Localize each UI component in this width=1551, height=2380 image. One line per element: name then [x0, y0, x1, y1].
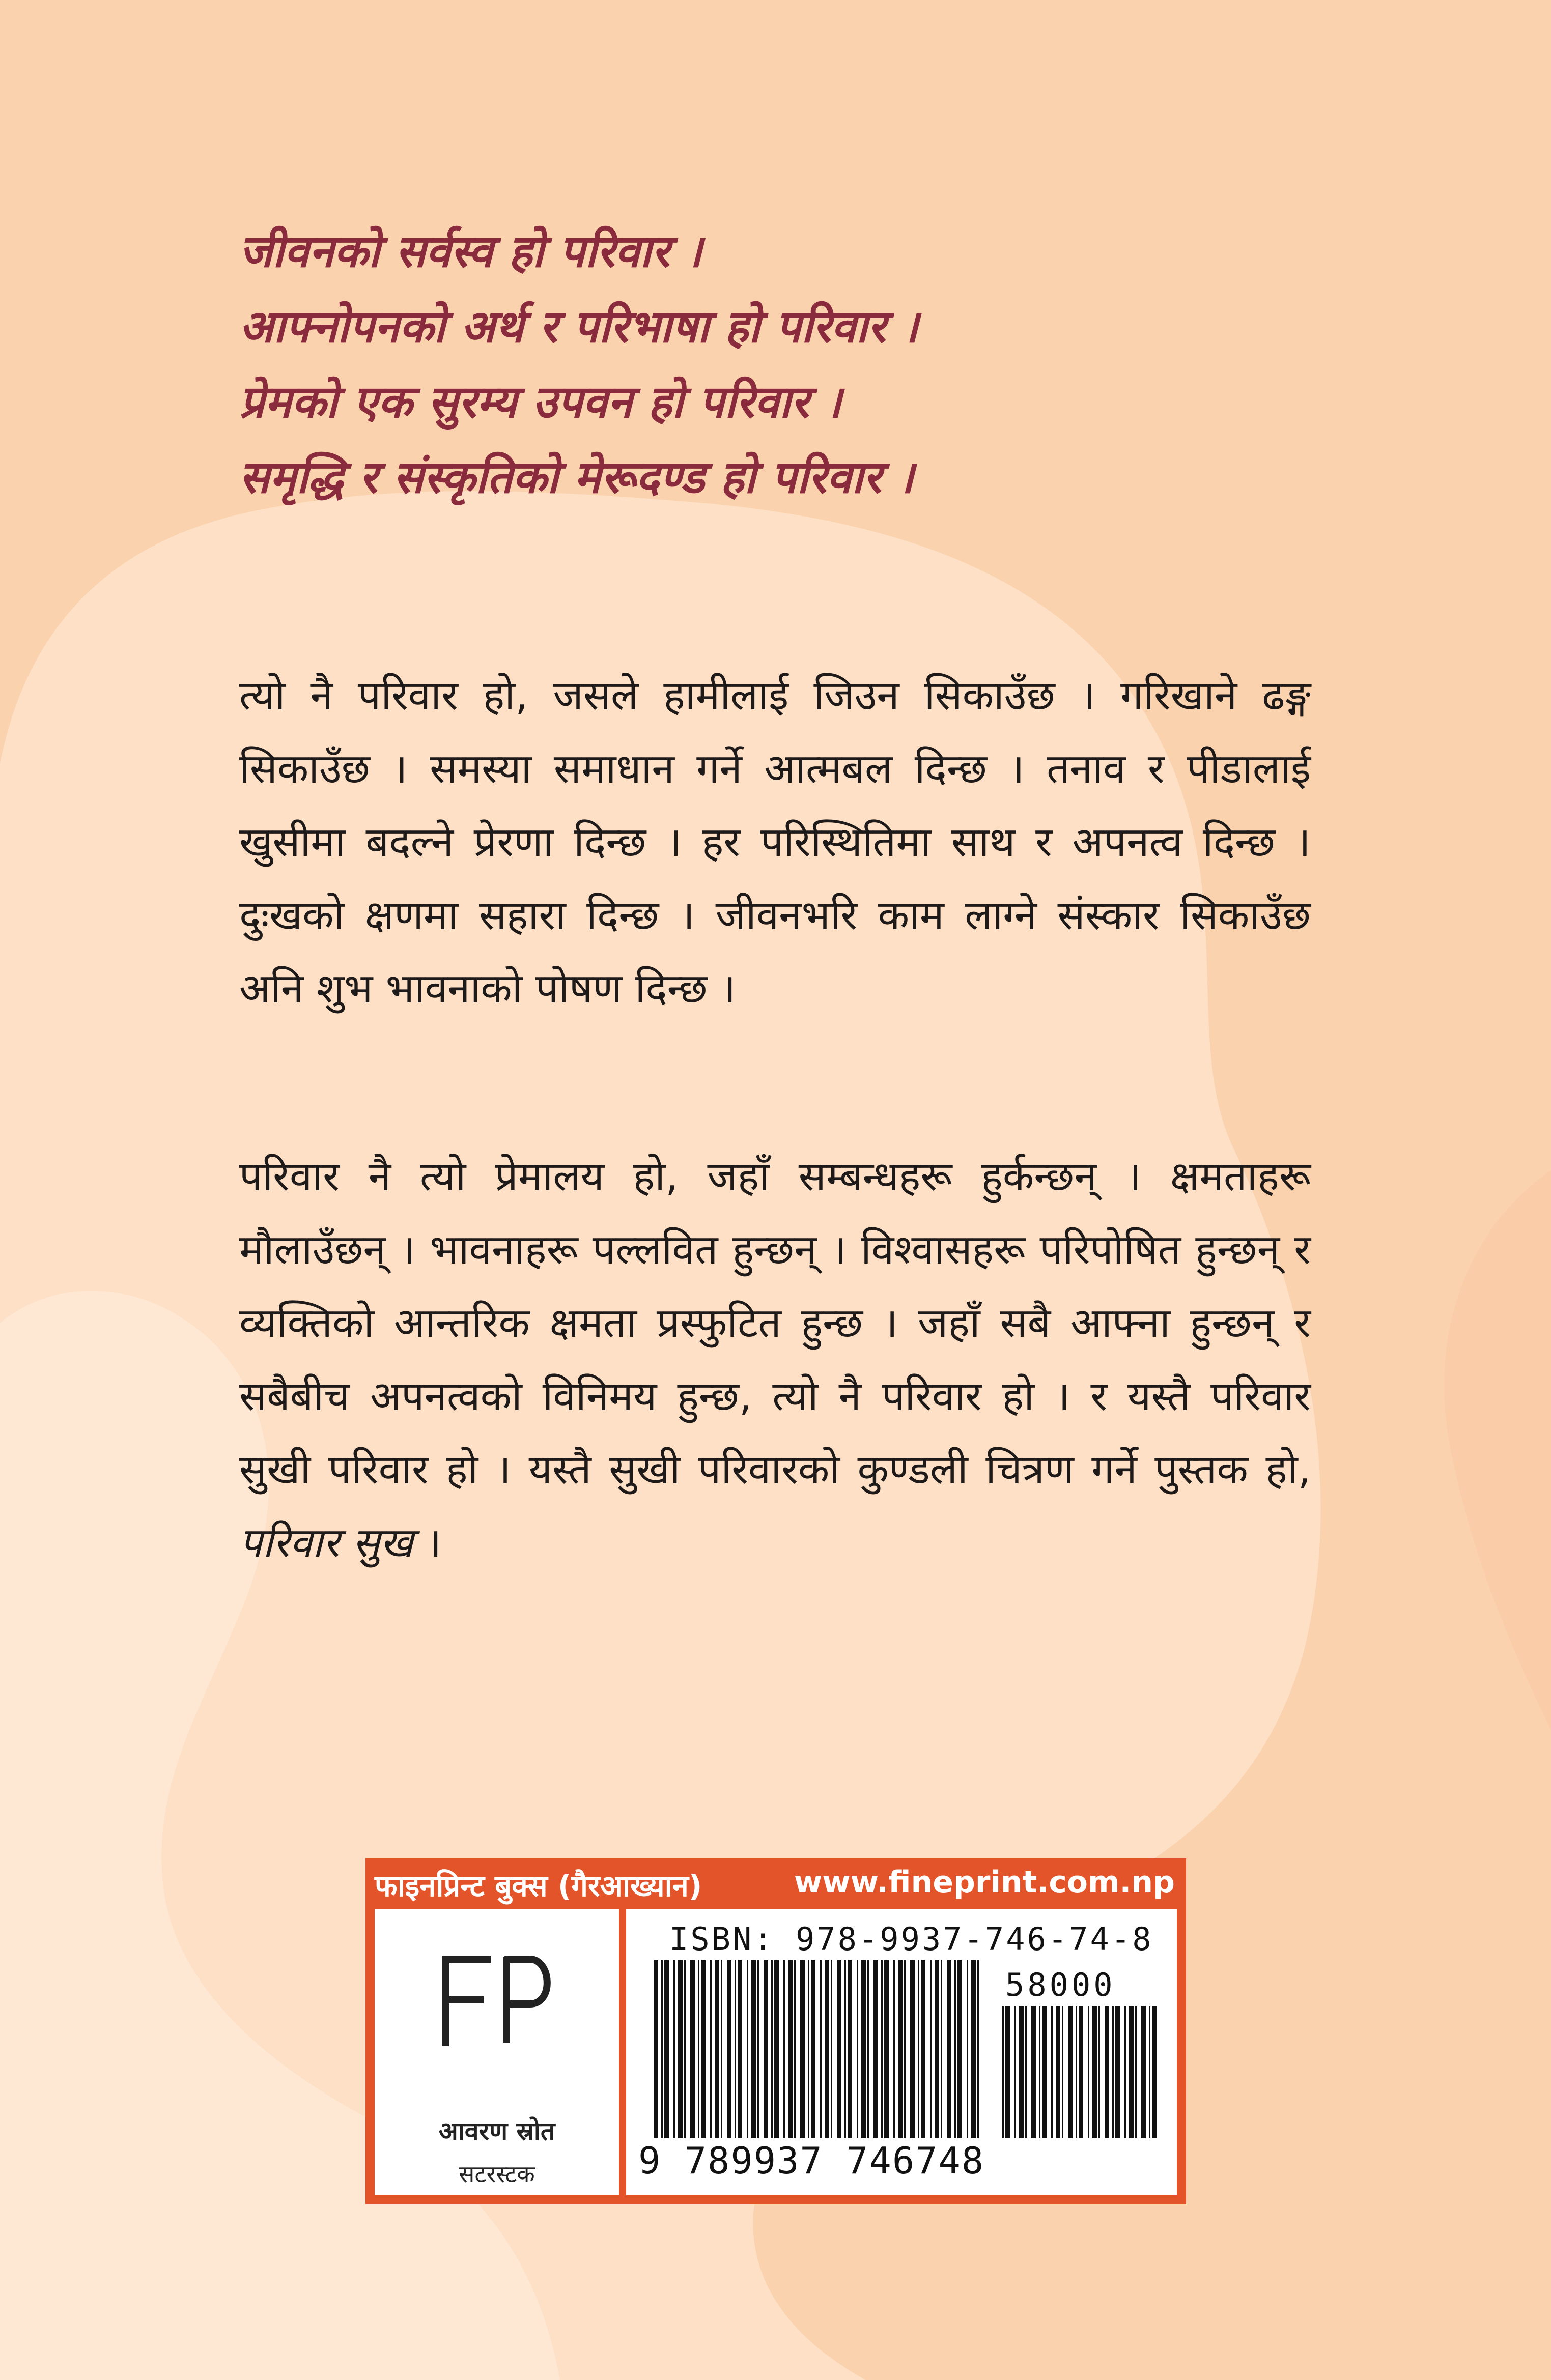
barcode-bar	[1115, 2006, 1120, 2138]
barcode-bar	[935, 1960, 939, 2138]
barcode-bar	[690, 1960, 695, 2138]
barcode-bar	[771, 1960, 773, 2138]
barcode-bar	[1105, 2006, 1109, 2138]
barcode-bar	[1056, 2006, 1060, 2138]
barcode-bar	[1152, 2006, 1157, 2138]
barcode-bar	[710, 1960, 712, 2138]
barcode-bar	[661, 1960, 663, 2138]
barcode-bar	[910, 1960, 915, 2138]
barcode-bar	[1039, 2006, 1040, 2138]
barcode-bar	[881, 1960, 883, 2138]
barcode-bar	[764, 1960, 768, 2138]
logo-letter-p	[506, 1959, 547, 2043]
verse-block	[239, 214, 1385, 515]
barcode-bar	[808, 1960, 809, 2138]
barcode-bar	[967, 1960, 968, 2138]
barcode-bar	[1031, 2006, 1036, 2138]
cover-source-credit: सटरस्टक	[459, 2160, 535, 2188]
barcode-bar	[1025, 2006, 1027, 2138]
barcode-main	[652, 1960, 988, 2148]
verse-line-1: जीवनको सर्वस्व हो परिवार ।	[239, 225, 702, 277]
barcode-bar	[800, 1960, 805, 2138]
barcode-bar	[684, 1960, 686, 2138]
barcode-bar	[721, 1960, 722, 2138]
verse-line-2: आफ्नोपनको अर्थ र परिभाषा हो परिवार ।	[239, 300, 919, 353]
barcode-bar	[954, 1960, 956, 2138]
isbn-text: ISBN: 978-9937-746-74-8	[669, 1920, 1153, 1958]
barcode-bar	[673, 1960, 675, 2138]
barcode-bar	[820, 1960, 822, 2138]
barcode-bar	[930, 1960, 932, 2138]
barcode-bar	[1002, 2006, 1004, 2138]
barcode-panel	[626, 1909, 1177, 2195]
barcode-bar	[701, 1960, 706, 2138]
barcode-bar	[1005, 2006, 1010, 2138]
publisher-name: फाइनप्रिन्ट बुक्स (गैरआख्यान)	[375, 1869, 702, 1903]
book-title: परिवार सुख	[239, 1519, 413, 1566]
barcode-bar	[904, 1960, 906, 2138]
imprint-box	[365, 1858, 1186, 2204]
barcode-bar	[774, 1960, 779, 2138]
barcode-bar	[1098, 2006, 1100, 2138]
barcode-bar	[654, 1960, 658, 2138]
barcode-addon	[1000, 2006, 1163, 2148]
barcode-bar	[1149, 2006, 1150, 2138]
barcode-bar	[788, 1960, 793, 2138]
barcode-bar	[735, 1960, 736, 2138]
barcode-bar	[1088, 2006, 1089, 2138]
barcode-bar	[1014, 2006, 1016, 2138]
barcode-bar	[1135, 2006, 1137, 2138]
barcode-bar	[848, 1960, 852, 2138]
barcode-bar	[884, 1960, 889, 2138]
barcode-bar	[947, 1960, 951, 2138]
barcode-bar	[873, 1960, 878, 2138]
barcode-bar	[727, 1960, 731, 2138]
barcode-bar	[831, 1960, 832, 2138]
barcode-bar	[857, 1960, 858, 2138]
cover-source-label: आवरण स्रोत	[438, 2116, 555, 2146]
barcode-bar	[757, 1960, 759, 2138]
barcode-bar	[918, 1960, 919, 2138]
fp-logo	[438, 1955, 560, 2047]
barcode-bar	[921, 1960, 925, 2138]
barcode-bar	[941, 1960, 942, 2138]
barcode-bar	[811, 1960, 815, 2138]
barcode-bar	[1124, 2006, 1126, 2138]
barcode-bar	[698, 1960, 699, 2138]
blurb-paragraph-2-end: ।	[413, 1519, 442, 1566]
barcode-bar	[1062, 2006, 1063, 2138]
imprint-header	[365, 1858, 1186, 1903]
barcode-bar	[1019, 2006, 1024, 2138]
barcode-bar	[1079, 2006, 1083, 2138]
barcode-bar	[971, 1960, 976, 2138]
logo-panel	[375, 1909, 619, 2195]
barcode-bar	[715, 1960, 719, 2138]
barcode-bar	[861, 1960, 866, 2138]
barcode-bar	[1129, 2006, 1134, 2138]
barcode-bar	[678, 1960, 683, 2138]
verse-line-4: समृद्धि र संस्कृतिको मेरूदण्ड हो परिवार ।	[239, 451, 914, 503]
barcode-bar	[747, 1960, 748, 2138]
price-code: 58000	[1005, 1966, 1116, 2003]
barcode-bar	[844, 1960, 846, 2138]
barcode-bar	[751, 1960, 756, 2138]
barcode-bar	[1042, 2006, 1047, 2138]
barcode-bar	[1092, 2006, 1097, 2138]
barcode-bar	[837, 1960, 841, 2138]
barcode-bar	[1051, 2006, 1053, 2138]
blurb-paragraph-2	[239, 1140, 1311, 1580]
barcode-bar	[957, 1960, 962, 2138]
ean-digits: 9 789937 746748	[638, 2139, 985, 2182]
barcode-bar	[1141, 2006, 1146, 2138]
verse-line-3: प्रेमको एक सुरम्य उपवन हो परिवार ।	[239, 376, 842, 428]
publisher-website: www.fineprint.com.np	[794, 1865, 1175, 1900]
logo-letter-f	[445, 1959, 487, 2043]
barcode-bar	[893, 1960, 895, 2138]
barcode-bar	[738, 1960, 742, 2138]
blurb-paragraph-1: त्यो नै परिवार हो, जसले हामीलाई जिउन सिकाउँछ । गरिखाने ढङ्ग सिकाउँछ । समस्या समाधान गर्ने आत्मबल दिन्छ । तनाव र पीडालाई खुसीमा बदल्ने प्रेरणा दिन्छ । हर परिस्थितिमा साथ र अपनत्व दिन्छ । दुःखको क्षणमा सहारा दिन्छ । जीवनभरि काम लाग्ने संस्कार सिकाउँछ अनि शुभ भावनाको पोषण दिन्छ ।	[239, 672, 1311, 1012]
barcode-bar	[1112, 2006, 1114, 2138]
barcode-bar	[825, 1960, 829, 2138]
barcode-bar	[867, 1960, 869, 2138]
barcode-bar	[783, 1960, 785, 2138]
barcode-bar	[794, 1960, 796, 2138]
barcode-bar	[1076, 2006, 1077, 2138]
barcode-bar	[977, 1960, 979, 2138]
barcode-bar	[664, 1960, 669, 2138]
blurb-paragraph-2-text: परिवार नै त्यो प्रेमालय हो, जहाँ सम्बन्धहरू हुर्कन्छन् । क्षमताहरू मौलाउँछन् । भावनाहरू पल्लवित हुन्छन् । विश्वासहरू परिपोषित हुन्छन् र व्यक्तिको आन्तरिक क्षमता प्रस्फुटित हुन्छ । जहाँ सबै आफ्ना हुन्छन् र सबैबीच अपनत्वको विनिमय हुन्छ, त्यो नै परिवार हो । र यस्तै परिवार सुखी परिवार हो । यस्तै सुखी परिवारको कुण्डली चित्रण गर्ने पुस्तक हो,	[239, 1153, 1311, 1493]
barcode-bar	[1068, 2006, 1073, 2138]
barcode-bar	[898, 1960, 903, 2138]
